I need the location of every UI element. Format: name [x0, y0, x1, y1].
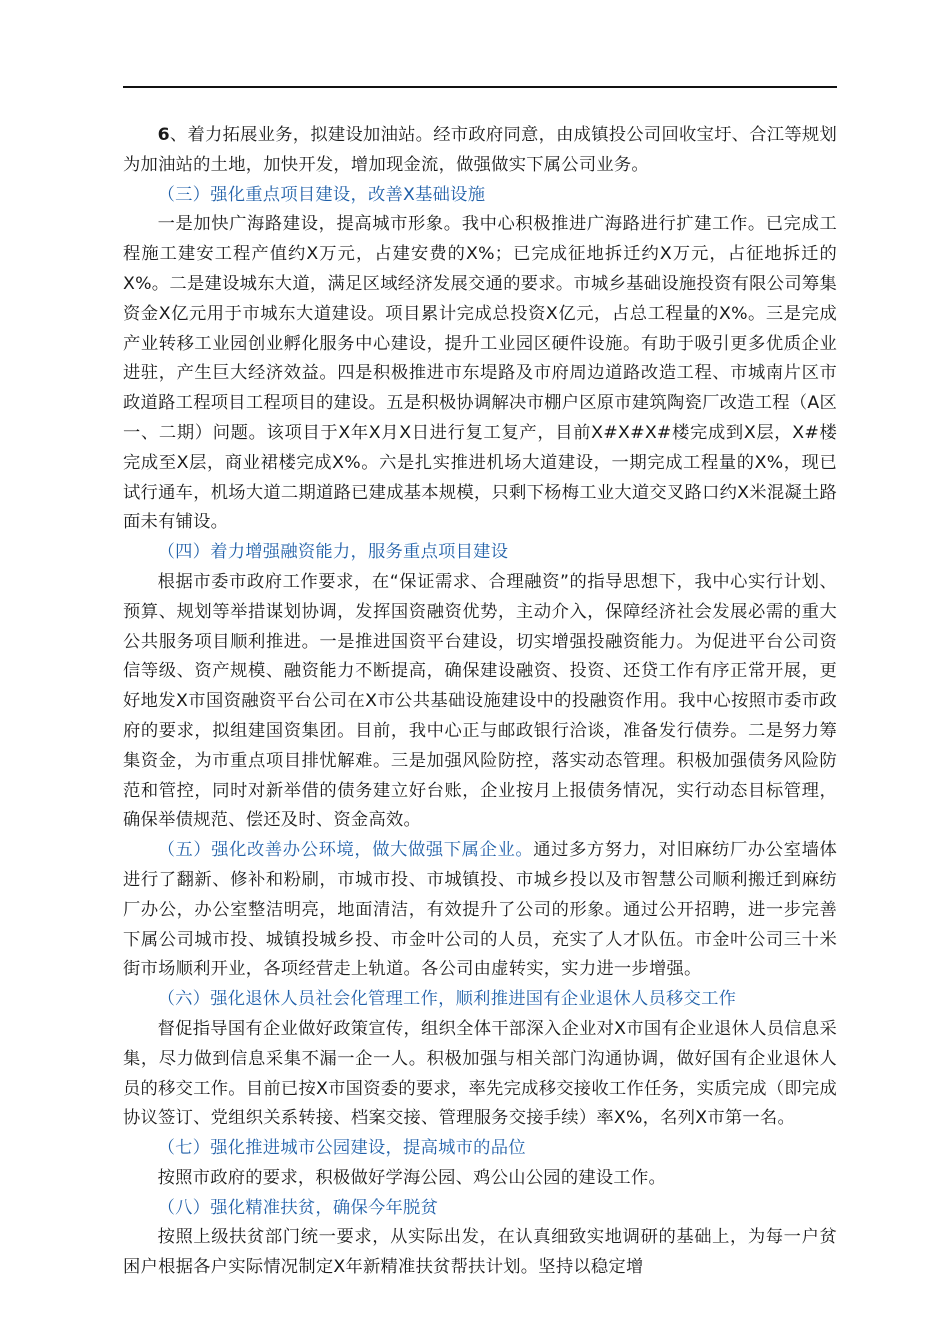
paragraph-text: 、着力拓展业务，拟建设加油站。经市政府同意，由成镇投公司回收宝圩、合江等规划为加油站的土地，加快开发，增加现金流，做强做实下属公司业务。	[123, 125, 837, 175]
section-heading-7: （七）强化推进城市公园建设，提高城市的品位	[157, 1138, 526, 1159]
paragraph-section-4: 根据市委市政府工作要求，在“保证需求、合理融资”的指导思想下，我中心实行计划、预算、规划等举措谋划协调，发挥国资融资优势，主动介入，保障经济社会发展必需的重大公共服务项目顺利推进。一是推进国资平台建设，切实增强投融资能力。为促进平台公司资信等级、资产规模、融资能力不断提高，确保建设融资、投资、还贷工作有序正常开展，更好地发X市国资融资平台公司在X市公共基础设施建设中的投融资作用。我中心按照市委市政府的要求，拟组建国资集团。目前，我中心正与邮政银行洽谈，准备发行债券。二是努力筹集资金，为市重点项目排忧解难。三是加强风险防控，落实动态管理。积极加强债务风险防范和管控，同时对新举借的债务建立好台账，企业按月上报债务情况，实行动态目标管理，确保举债规范、偿还及时、资金高效。	[123, 571, 837, 831]
paragraph-section-3: 一是加快广海路建设，提高城市形象。我中心积极推进广海路进行扩建工作。已完成工程施工建安工程产值约X万元，占建安费的X%；已完成征地拆迁约X万元，占征地拆迁的X%。二是建设城东大道，满足区域经济发展交通的要求。市城乡基础设施投资有限公司筹集资金X亿元用于市城东大道建设。项目累计完成总投资X亿元，占总工程量的X%。三是完成产业转移工业园创业孵化服务中心建设，提升工业园区硬件设施。有助于吸引更多优质企业进驻，产生巨大经济效益。四是积极推进市东堤路及市府周边道路改造工程、市城南片区市政道路工程项目工程项目的建设。五是积极协调解决市棚户区原市建筑陶瓷厂改造工程（A区一、二期）问题。该项目于X年X月X日进行复工复产，目前X#X#X#楼完成到X层，X#楼完成至X层，商业裙楼完成X%。六是扎实推进机场大道建设，一期完成工程量的X%，现已试行通车，机场大道二期道路已建成基本规模，只剩下杨梅工业大道交叉路口约X米混凝土路面未有铺设。	[123, 214, 837, 533]
section-heading-3: （三）强化重点项目建设，改善X基础设施	[157, 184, 486, 205]
header-rule	[123, 86, 837, 88]
document-body	[123, 121, 837, 1283]
paragraph-section-7: 按照市政府的要求，积极做好学海公园、鸡公山公园的建设工作。	[157, 1167, 667, 1188]
paragraph-section-6: 督促指导国有企业做好政策宣传，组织全体干部深入企业对X市国有企业退休人员信息采集，尽力做到信息采集不漏一企一人。积极加强与相关部门沟通协调，做好国有企业退休人员的移交工作。目前已按X市国资委的要求，率先完成移交接收工作任务，实质完成（即完成协议签订、党组织关系转接、档案交接、管理服务交接手续）率X%，名列X市第一名。	[123, 1018, 837, 1129]
section-heading-5: （五）强化改善办公环境，做大做强下属企业。	[157, 840, 534, 861]
section-heading-4: （四）着力增强融资能力，服务重点项目建设	[157, 542, 509, 563]
paragraph-text: 通过多方努力，对旧麻纺厂办公室墙体进行了翻新、修补和粉刷，市城市投、市城镇投、市城乡投以及市智慧公司顺利搬迁到麻纺厂办公，办公室整洁明亮，地面清洁，有效提升了公司的形象。通过公开招聘，进一步完善下属公司城市投、城镇投城乡投、市金叶公司的人员，充实了人才队伍。市金叶公司三十米街市场顺利开业，各项经营走上轨道。各公司由虚转实，实力进一步增强。	[123, 840, 837, 980]
paragraph-section-5	[123, 836, 837, 985]
section-heading-8: （八）强化精准扶贫，确保今年脱贫	[157, 1197, 439, 1218]
item-number: 6	[157, 125, 170, 145]
paragraph-6	[123, 121, 837, 181]
paragraph-section-8: 按照上级扶贫部门统一要求，从实际出发，在认真细致实地调研的基础上，为每一户贫困户根据各户实际情况制定X年新精准扶贫帮扶计划。坚持以稳定增	[123, 1227, 837, 1278]
section-heading-6: （六）强化退休人员社会化管理工作，顺利推进国有企业退休人员移交工作	[157, 989, 737, 1010]
